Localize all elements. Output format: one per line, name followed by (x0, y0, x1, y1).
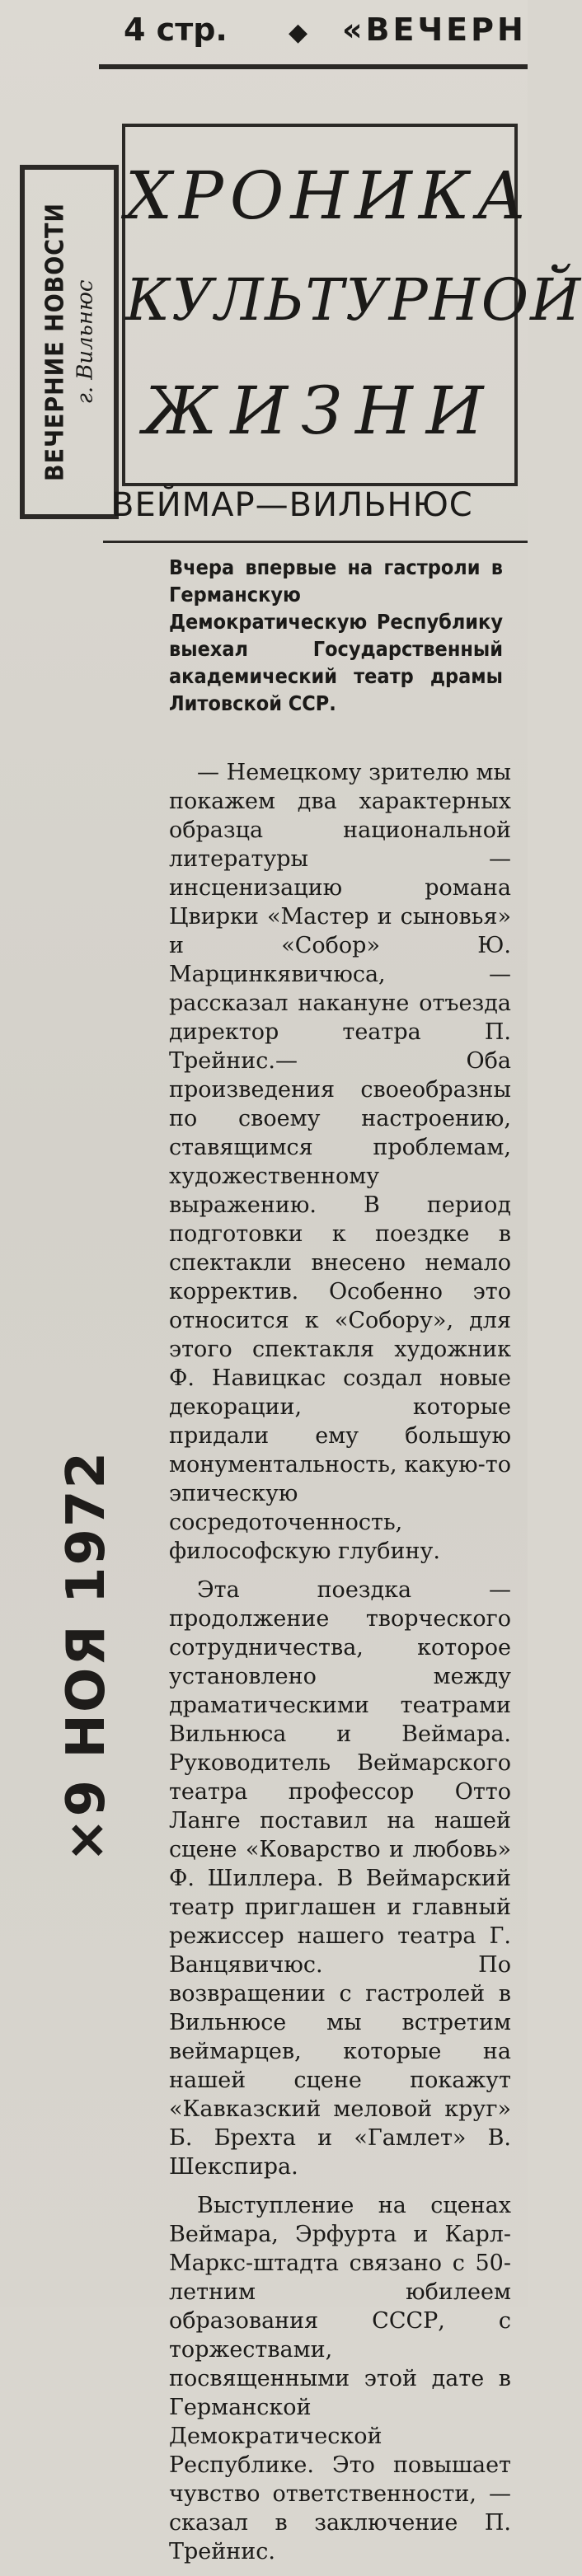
date-stamp (49, 1450, 124, 1863)
article-paragraph: Выступление на сценах Веймара, Эрфурта и Карл-Маркс-штадта связано с 50-летним юбилеем образования СССР, с торжествами, посвященными этой дате в Германской Демократической Республике. Это повышает чувство ответственности, — сказал в заключение П. Трейнис. (169, 2193, 511, 2564)
article-body (169, 758, 511, 2576)
page-header (0, 0, 528, 58)
headline-divider (103, 541, 528, 543)
section-title-line-1: ХРОНИКА (125, 157, 533, 234)
source-stamp (20, 165, 119, 519)
stamp-text (41, 203, 98, 481)
diamond-icon: ◆ (289, 18, 308, 47)
date-stamp-text: ×9 НОЯ 1972 (56, 1450, 117, 1863)
header-divider (99, 64, 528, 69)
stamp-newspaper-name: ВЕЧЕРНИЕ НОВОСТИ (40, 203, 70, 481)
article-paragraph: — Немецкому зрителю мы покажем два характерных образца национальной литературы — инсценизацию романа Цвирки «Мастер и сыновья» и «Собор» Ю. Марцинкявичюса, — рассказал накануне отъезда директор театра П. Трейнис.— Оба произведения своеобразны по своему настроению, ставящимся проблемам, художественному выражению. В период подготовки к поездке в спектакли внесено немало корректив. Особенно это относится к «Собору», для этого спектакля художник Ф. Навицкас создал новые декорации, которые придали ему большую монументальность, какую-то эпическую сосредоточенность, философскую глубину. (169, 760, 511, 1564)
article-lead: Вчера впервые на гастроли в Германскую Демократическую Республику выехал Государственный академический театр драмы Литовской ССР. (169, 555, 503, 715)
article-headline: ВЕЙМАР—ВИЛЬНЮС (111, 486, 473, 524)
page-number: 4 стр. (124, 12, 228, 48)
section-title-box (122, 124, 582, 486)
section-title-line-3: ЖИЗНИ (143, 372, 497, 449)
stamp-city: г. Вильнюс (73, 279, 98, 405)
masthead: «ВЕЧЕРН (342, 12, 527, 48)
section-title-line-2: КУЛЬТУРНОЙ (125, 266, 582, 334)
article-paragraph: Эта поездка — продолжение творческого сотрудничества, которое установлено между драматическими театрами Вильнюса и Веймара. Руководитель Веймарского театра профессор Отто Ланге поставил на нашей сцене «Коварство и любовь» Ф. Шиллера. В Веймарский театр приглашен и главный режиссер нашего театра Г. Ванцявичюс. По возвращении с гастролей в Вильнюсе мы встретим веймарцев, которые на нашей сцене покажут «Кавказский меловой круг» Б. Брехта и «Гамлет» В. Шекспира. (169, 1577, 511, 2180)
